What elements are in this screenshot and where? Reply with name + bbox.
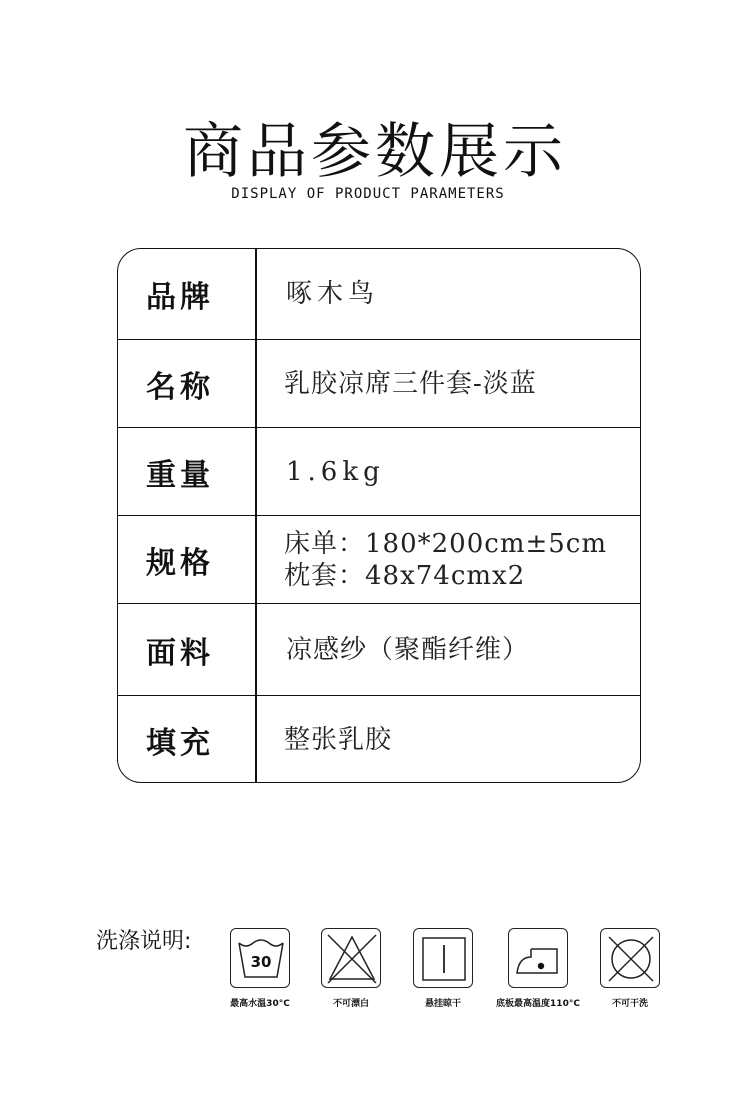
care-item-bleach — [316, 928, 386, 1009]
param-label: 重量 — [146, 457, 214, 493]
param-label: 面料 — [146, 635, 214, 671]
param-row-weight — [118, 427, 640, 515]
param-value — [286, 604, 630, 695]
param-value — [286, 428, 630, 515]
wash-30-icon — [230, 928, 290, 988]
care-caption: 不可漂白 — [332, 999, 370, 1009]
wash-temp-text: 30 — [250, 953, 272, 971]
param-value-line: 1.6kg — [286, 456, 385, 487]
param-label: 品牌 — [146, 280, 214, 315]
param-value — [284, 340, 630, 427]
care-label: 洗涤说明: — [96, 929, 192, 954]
param-value-line: 乳胶凉席三件套-淡蓝 — [284, 368, 537, 399]
care-item-dry — [408, 928, 478, 1009]
param-value — [284, 696, 630, 783]
iron-110-icon — [508, 928, 568, 988]
param-value-line: 枕套：48x74cmx2 — [284, 560, 526, 591]
care-caption: 最高水温30°C — [230, 999, 290, 1009]
no-bleach-icon — [321, 928, 381, 988]
param-label: 规格 — [146, 545, 214, 581]
page-title: 商品参数展示 — [183, 117, 567, 187]
care-caption: 不可干洗 — [611, 999, 649, 1009]
parameter-table — [117, 248, 641, 783]
param-value-line: 凉感纱（聚酯纤维） — [286, 634, 530, 665]
care-item-dryclean — [595, 928, 665, 1009]
param-row-spec — [118, 515, 640, 603]
param-value-line: 整张乳胶 — [284, 725, 393, 755]
param-label: 名称 — [146, 369, 214, 405]
param-row-name — [118, 339, 640, 427]
param-row-brand — [118, 249, 640, 339]
param-value — [286, 249, 630, 339]
param-value — [284, 516, 630, 603]
care-caption: 悬挂晾干 — [424, 999, 462, 1009]
param-label: 填充 — [146, 726, 214, 761]
column-divider — [255, 249, 257, 782]
page-subtitle: DISPLAY OF PRODUCT PARAMETERS — [231, 186, 505, 202]
care-item-iron — [496, 928, 580, 1009]
care-caption: 底板最高温度110°C — [496, 999, 580, 1009]
param-row-filling — [118, 695, 640, 783]
param-value-line: 啄木鸟 — [286, 279, 380, 309]
no-dry-clean-icon — [600, 928, 660, 988]
care-item-wash — [225, 928, 295, 1009]
hang-dry-icon — [413, 928, 473, 988]
param-value-line: 床单：180*200cm±5cm — [284, 528, 608, 559]
param-row-fabric — [118, 603, 640, 695]
